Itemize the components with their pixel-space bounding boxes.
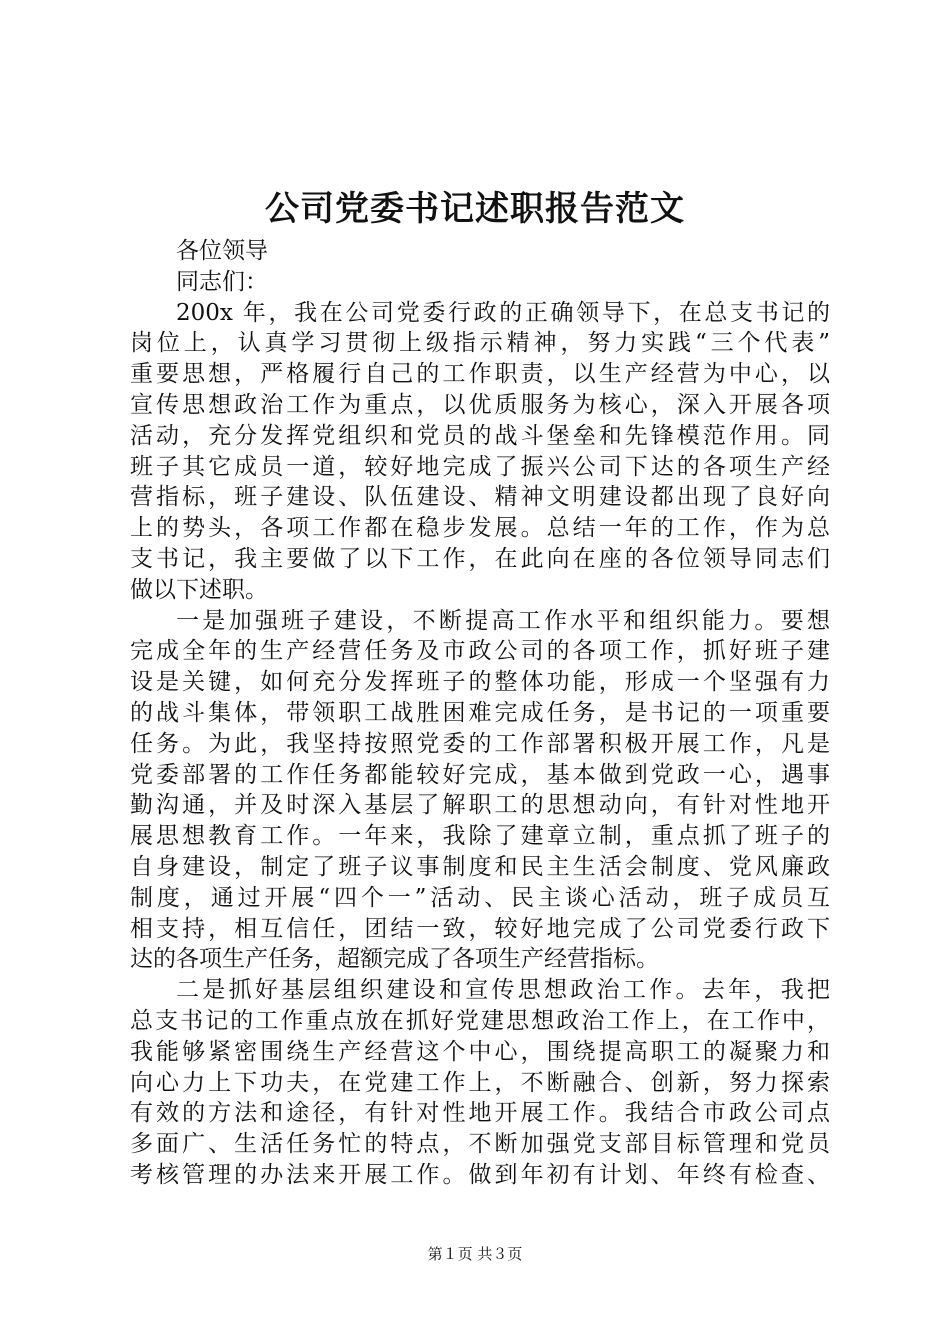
paragraph-line: 设是关键，如何充分发挥班子的整体功能，形成一个坚强有力 [130, 669, 830, 696]
paragraph-line: 任务。为此，我坚持按照党委的工作部署积极开展工作，凡是 [130, 730, 830, 757]
paragraph-line: 上的势头，各项工作都在稳步发展。总结一年的工作，作为总 [130, 515, 830, 542]
paragraph-line: 活动，充分发挥党组织和党员的战斗堡垒和先锋模范作用。同 [130, 422, 830, 449]
paragraph-line: 我能够紧密围绕生产经营这个中心，围绕提高职工的凝聚力和 [130, 1038, 830, 1065]
paragraph-line: 做以下述职。 [130, 576, 268, 603]
paragraph-line: 达的各项生产任务，超额完成了各项生产经营指标。 [130, 946, 659, 973]
page-footer: 第１页 共３页 [427, 1245, 523, 1263]
salutation-line: 同志们： [176, 268, 268, 295]
paragraph-line: 200x 年，我在公司党委行政的正确领导下，在总支书记的 [176, 299, 830, 326]
paragraph-line: 自身建设，制定了班子议事制度和民主生活会制度、党风廉政 [130, 853, 830, 880]
paragraph-line: 制度，通过开展“四个一”活动、民主谈心活动，班子成员互 [130, 884, 830, 911]
paragraph-line: 岗位上，认真学习贯彻上级指示精神，努力实践“三个代表” [130, 330, 830, 357]
paragraph-line: 向心力上下功夫，在党建工作上，不断融合、创新，努力探索 [130, 1069, 830, 1096]
paragraph-line: 考核管理的办法来开展工作。做到年初有计划、年终有检查、 [130, 1161, 830, 1188]
paragraph-line: 支书记，我主要做了以下工作，在此向在座的各位领导同志们 [130, 545, 830, 572]
document-title: 公司党委书记述职报告范文 [265, 189, 685, 229]
paragraph-line: 班子其它成员一道，较好地完成了振兴公司下达的各项生产经 [130, 453, 830, 480]
paragraph-line: 展思想教育工作。一年来，我除了建章立制，重点抓了班子的 [130, 823, 830, 850]
paragraph-line: 相支持，相互信任，团结一致，较好地完成了公司党委行政下 [130, 915, 830, 942]
paragraph-line: 营指标，班子建设、队伍建设、精神文明建设都出现了良好向 [130, 484, 830, 511]
document-body [130, 236, 830, 1191]
salutation-line: 各位领导 [176, 238, 268, 264]
paragraph-line: 完成全年的生产经营任务及市政公司的各项工作，抓好班子建 [130, 638, 830, 665]
paragraph-line: 宣传思想政治工作为重点，以优质服务为核心，深入开展各项 [130, 391, 830, 418]
paragraph-line: 的战斗集体，带领职工战胜困难完成任务，是书记的一项重要 [130, 699, 830, 726]
paragraph-line: 勤沟通，并及时深入基层了解职工的思想动向，有针对性地开 [130, 792, 830, 819]
paragraph-line: 重要思想，严格履行自己的工作职责，以生产经营为中心，以 [130, 361, 830, 388]
paragraph-line: 多面广、生活任务忙的特点，不断加强党支部目标管理和党员 [130, 1131, 830, 1158]
paragraph-line: 有效的方法和途径，有针对性地开展工作。我结合市政公司点 [130, 1100, 830, 1127]
paragraph-line: 总支书记的工作重点放在抓好党建思想政治工作上，在工作中， [130, 1007, 830, 1034]
paragraph-line: 党委部署的工作任务都能较好完成，基本做到党政一心，遇事 [130, 761, 830, 788]
paragraph-line: 一是加强班子建设，不断提高工作水平和组织能力。要想 [176, 607, 830, 634]
paragraph-line: 二是抓好基层组织建设和宣传思想政治工作。去年，我把 [176, 977, 830, 1004]
